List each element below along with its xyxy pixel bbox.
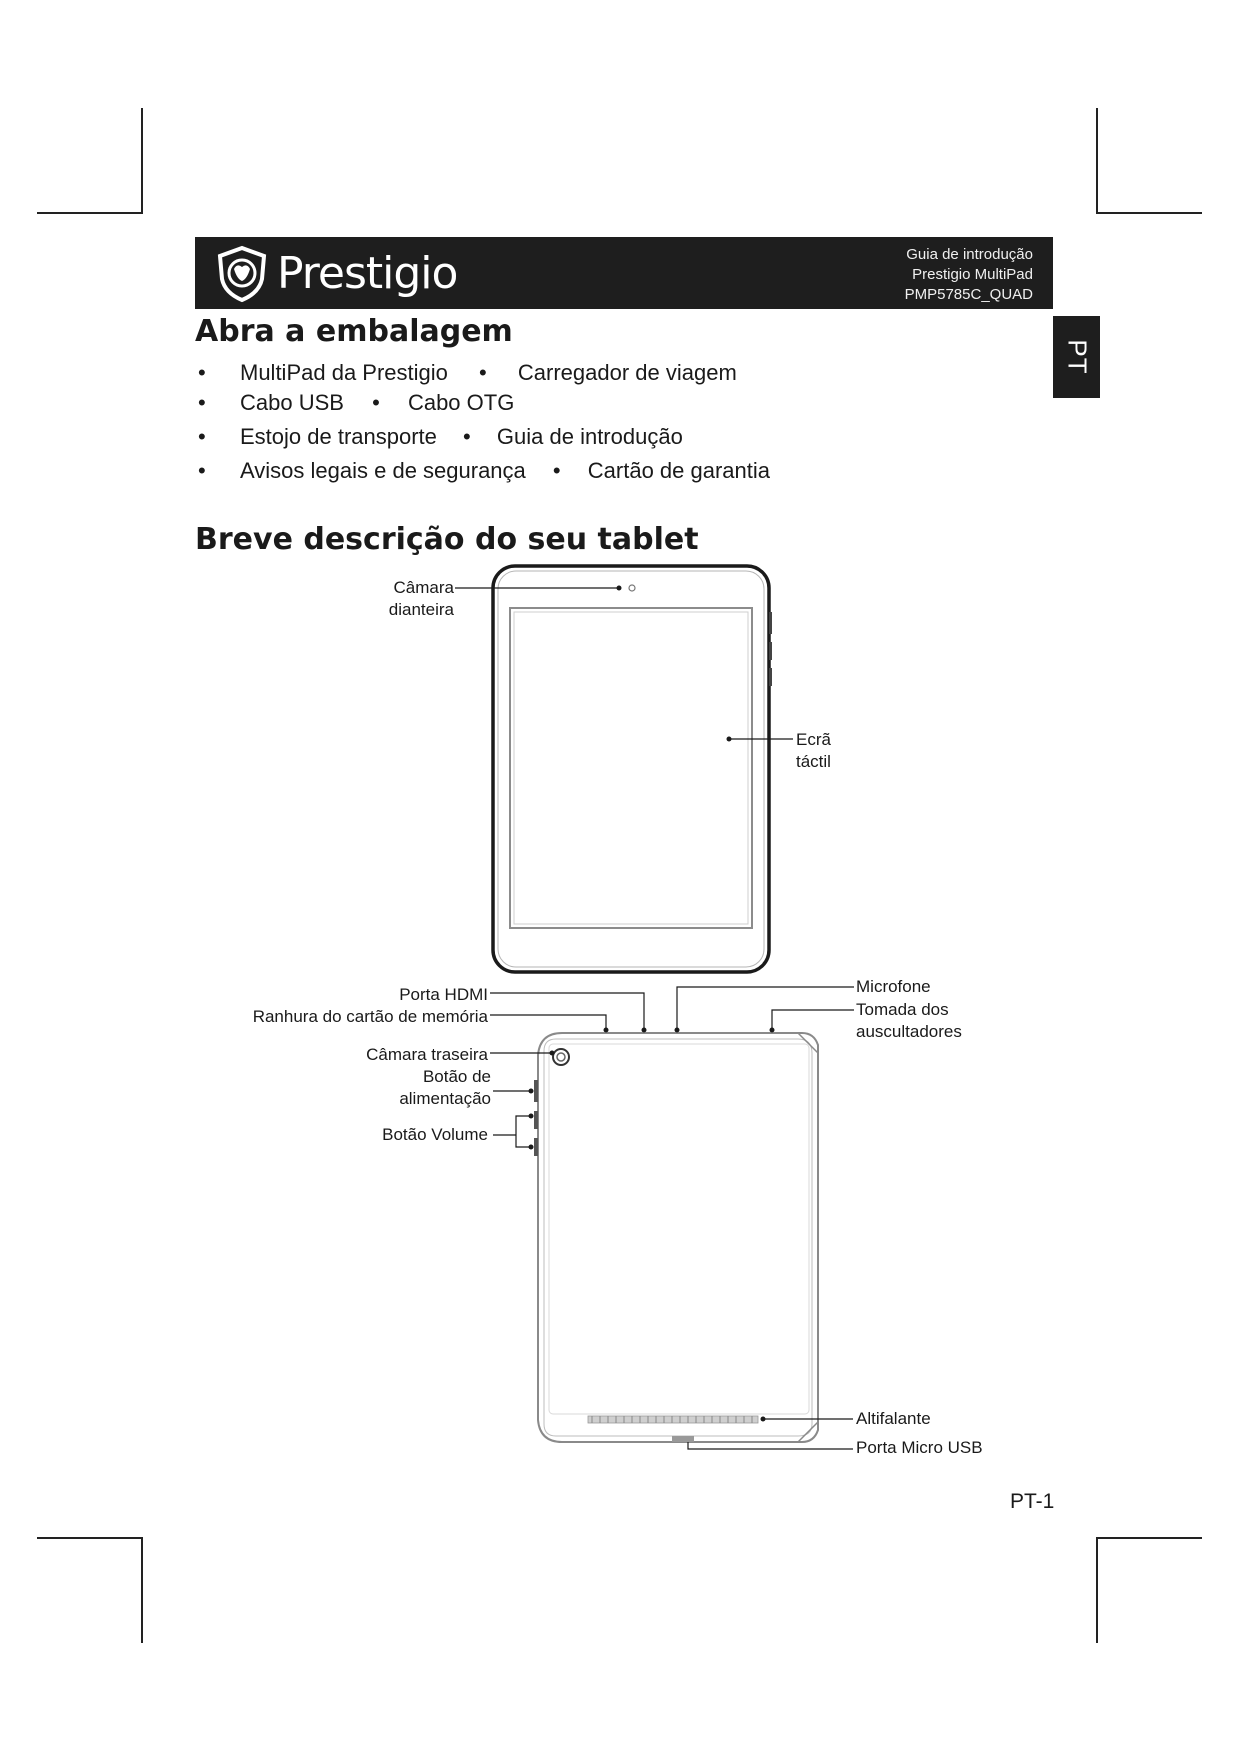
brand-name: Prestigio: [277, 248, 458, 299]
label-line: Câmara: [393, 578, 454, 597]
contents-item: Avisos legais e de segurança: [240, 458, 526, 483]
language-tab-label: PT: [1062, 339, 1092, 375]
label-line: auscultadores: [856, 1022, 962, 1041]
label-volume-button: Botão Volume: [382, 1125, 488, 1144]
contents-item: Estojo de transporte: [240, 424, 437, 449]
contents-item: Cabo USB: [240, 390, 344, 415]
contents-item: Carregador de viagem: [517, 360, 737, 385]
bullet: •: [372, 390, 380, 415]
label-line: táctil: [796, 752, 831, 771]
product-name: Prestigio MultiPad: [912, 266, 1033, 283]
label-line: alimentação: [399, 1089, 491, 1108]
bullet: •: [198, 360, 206, 385]
label-speaker: Altifalante: [856, 1409, 931, 1428]
label-hdmi-port: Porta HDMI: [399, 985, 488, 1004]
tablet-front-view: [493, 566, 772, 972]
label-front-camera: [360, 577, 454, 621]
label-line: Botão de: [422, 1067, 491, 1086]
label-rear-camera: Câmara traseira: [366, 1045, 488, 1064]
bullet: •: [463, 424, 471, 449]
label-power-button: [300, 1066, 491, 1110]
tablet-back-view: [534, 1033, 818, 1442]
bullet: •: [552, 458, 561, 483]
label-line: dianteira: [388, 600, 454, 619]
label-memory-card-slot: Ranhura do cartão de memória: [252, 1007, 488, 1026]
label-line: Tomada dos: [856, 1000, 949, 1019]
contents-item: Cartão de garantia: [587, 458, 771, 483]
page-number: PT-1: [1010, 1490, 1055, 1513]
contents-item: Cabo OTG: [407, 390, 515, 415]
bullet: •: [198, 458, 206, 483]
label-line: Ecrã: [796, 730, 831, 749]
back-callouts: [490, 987, 854, 1449]
label-touch-screen: [796, 729, 831, 773]
section-title-contents: Abra a embalagem: [195, 314, 513, 349]
model-number: PMP5785C_QUAD: [904, 286, 1033, 303]
bullet: •: [198, 390, 206, 415]
contents-item: Guia de introdução: [496, 424, 683, 449]
label-microphone: Microfone: [856, 977, 931, 996]
doc-title: Guia de introdução: [906, 246, 1033, 263]
back-callout-dots: [529, 1028, 775, 1422]
contents-item: MultiPad da Prestigio: [240, 360, 448, 385]
label-headphone-jack: [856, 999, 962, 1043]
bullet: •: [198, 424, 206, 449]
section-title-overview: Breve descrição do seu tablet: [195, 522, 699, 557]
bullet: •: [479, 360, 487, 385]
label-micro-usb-port: Porta Micro USB: [856, 1438, 983, 1457]
